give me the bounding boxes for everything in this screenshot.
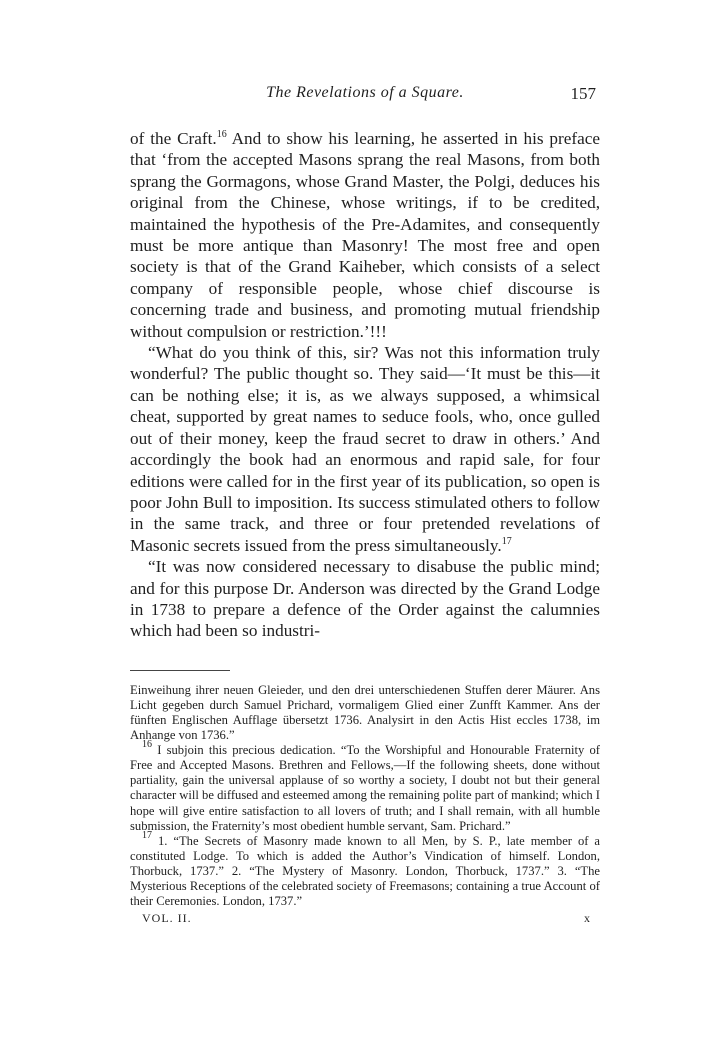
- footnote-ref-17: 17: [501, 535, 512, 547]
- running-title: The Revelations of a Square.: [266, 84, 464, 101]
- footnotes: [130, 683, 600, 909]
- paragraph-2-text: “What do you think of this, sir? Was not this information truly wonderful? The public thought so. They said—‘It must be this—it can be nothing else; it is, as we always supposed, a whimsical cheat, supported by great names to seduce fools, who, once gulled out of their money, keep the fraud secret to draw in others.’ And accordingly the book had an enormous and rapid sale, for four editions were called for in the first year of its publication, so open is poor John Bull to imposition. Its success stimulated others to follow in the same track, and three or four pretended revelations of Masonic secrets issued from the press simultaneously.: [130, 343, 600, 555]
- page-footer: [130, 911, 600, 929]
- paragraph-1: [130, 128, 600, 342]
- paragraph-3-text: “It was now considered necessary to disabuse the public mind; and for this purpose Dr. Anderson was directed by the Grand Lodge in 1738 to prepare a defence of the Order against the calumnies which had been so industri-: [130, 557, 600, 641]
- page-number: 157: [570, 84, 596, 103]
- paragraph-1-rest: And to show his learning, he asserted in his preface that ‘from the accepted Masons sprang the real Masons, from both sprang the Gormagons, whose Grand Master, the Polgi, deduces his original from the Chinese, whose writings, if to be credited, maintained the hypothesis of the Pre-Adamites, and consequently must be more antique than Masonry! The most free and open society is that of the Grand Kaiheber, which consists of a select company of responsible people, whose chief discourse is concerning trade and business, and promoting mutual friendship without compulsion or restriction.’!!!: [130, 129, 600, 341]
- footnote-divider: [130, 670, 230, 671]
- footnote-continuation: Einweihung ihrer neuen Gleieder, und den drei unterschiedenen Stuffen derer Mäurer. Ans Licht gegeben durch Samuel Prichard, vormaligem Glied einer Zunfft Kammer. Ans der fünften Englischen Aufflage übersetzt 1736. Analysirt in den Actis Hist eccles 1738, im Anhange von 1736.”: [130, 682, 600, 743]
- page-header: [130, 84, 600, 114]
- footnote-17-text: 1. “The Secrets of Masonry made known to all Men, by S. P., late member of a constituted Lodge. To which is added the Author’s Vindication of himself. London, Thorbuck, 1737.” 2. “The Mystery of Masonry. London, Thorbuck, 1737.” 3. “The Mysterious Receptions of the celebrated society of Freemasons; containing a true Account of their Ceremonies. London, 1737.”: [130, 833, 600, 909]
- volume-label: VOL. II.: [142, 911, 192, 926]
- paragraph-2: [130, 342, 600, 556]
- footnote-ref-16: 16: [216, 129, 227, 140]
- main-text: [130, 128, 600, 642]
- signature-mark: x: [584, 911, 590, 926]
- footnote-16-marker: 16: [142, 739, 152, 751]
- paragraph-3: [130, 556, 600, 642]
- footnote-17-marker: 17: [142, 829, 152, 841]
- paragraph-1-start: of the Craft.: [130, 129, 217, 148]
- footnote-16: [130, 739, 600, 834]
- book-page: [130, 84, 600, 929]
- footnote-17: [130, 829, 600, 909]
- footnote-16-text: I subjoin this precious dedication. “To the Worshipful and Honourable Fraternity of Free and Accepted Masons. Brethren and Fellows,—If the following sheets, done without partiality, gain the universal applause of so worthy a society, I doubt not but their general character will be diffused and esteemed among the remaining polite part of mankind; which I hope will give entire satisfaction to all lovers of truth; and I shall remain, with all humble submission, the Fraternity’s most obedient humble servant, Sam. Prichard.”: [130, 743, 600, 833]
